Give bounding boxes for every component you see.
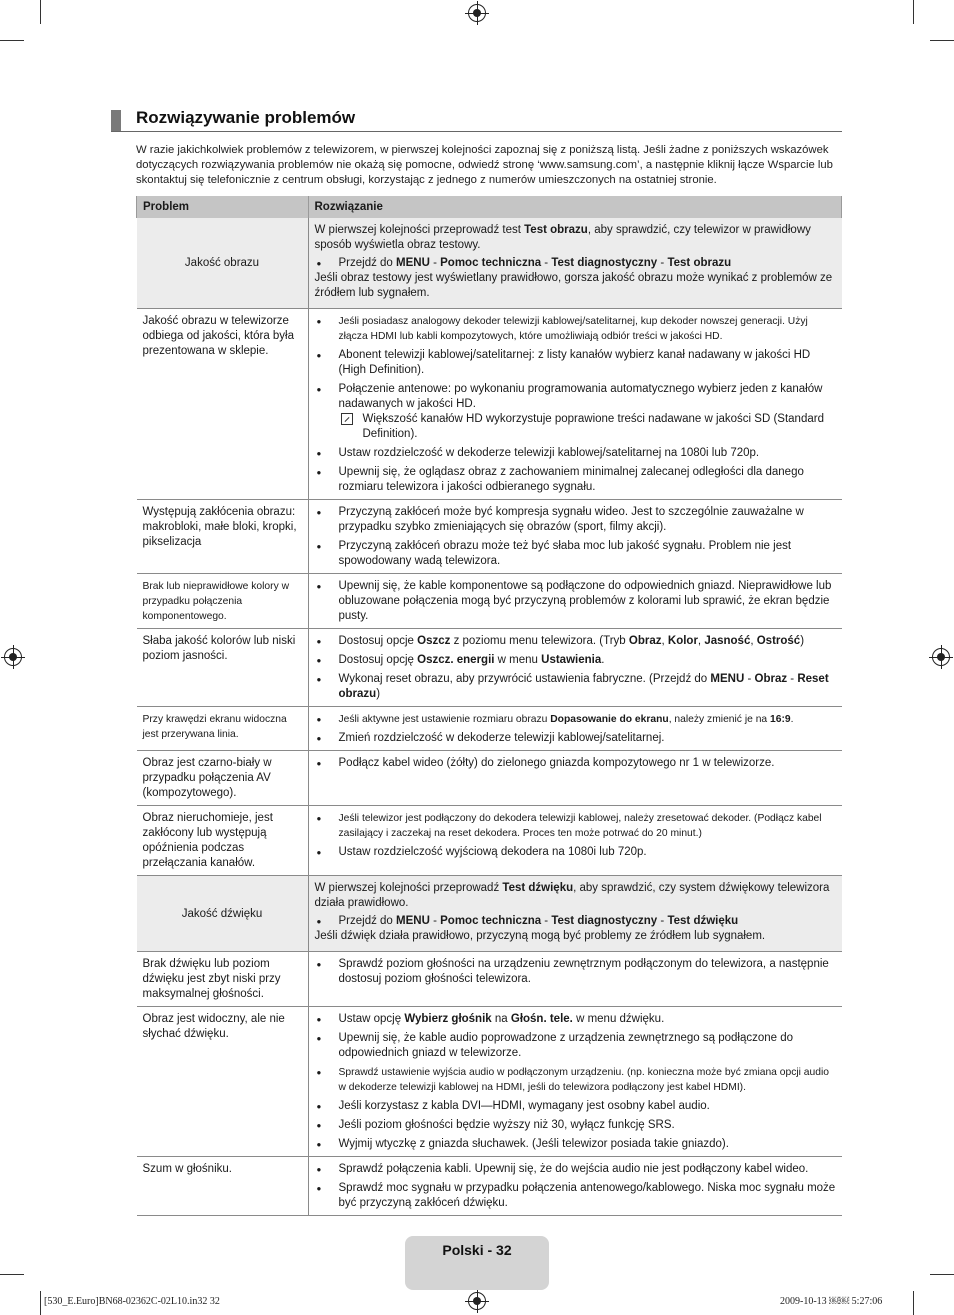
emphasis-text: Test diagnostyczny bbox=[551, 915, 658, 927]
solution-list bbox=[315, 756, 836, 771]
problem-cell: Słaba jakość kolorów lub niski poziom jasności. bbox=[137, 629, 309, 707]
text-run: Przyczyną zakłóceń może być kompresja sygnału wideo. Jest to szczególnie zauważalne w przypadku szybko zmieniających się obrazów (sport, filmy akcji). bbox=[338, 506, 804, 533]
solution-list bbox=[315, 314, 836, 412]
solution-list-item bbox=[315, 1031, 836, 1061]
solution-note bbox=[315, 412, 836, 442]
text-run: . bbox=[601, 654, 605, 666]
table-row bbox=[137, 309, 842, 500]
text-run: - bbox=[429, 257, 441, 269]
title-underline bbox=[111, 131, 842, 132]
solution-cell bbox=[308, 806, 842, 876]
solution-list-item bbox=[315, 914, 836, 929]
text-run: Połączenie antenowe: po wykonaniu programowania automatycznego wybierz jeden z kanałów nadawanych w jakości HD. bbox=[338, 383, 823, 410]
table-row bbox=[137, 876, 842, 952]
text-run: w menu dźwięku. bbox=[572, 1013, 665, 1025]
crop-mark bbox=[40, 0, 41, 24]
emphasis-text: Jasność bbox=[704, 635, 751, 647]
text-run: W pierwszej kolejności przeprowadź test bbox=[314, 224, 525, 236]
text-run: , należy zmienić je na bbox=[668, 714, 771, 725]
text-run: Jeśli obraz testowy jest wyświetlany prawidłowo, gorsza jakość obrazu może wynikać z problemów ze źródłem lub sygnałem. bbox=[314, 272, 833, 299]
emphasis-text: Kolor bbox=[667, 635, 698, 647]
text-run: Przyczyną zakłóceń obrazu może też być słaba moc lub jakość sygnału. Problem nie jest spowodowany wadą telewizora. bbox=[338, 540, 792, 567]
text-run: , bbox=[697, 635, 705, 647]
text-run: Dostosuj opcję bbox=[338, 654, 418, 666]
registration-mark-icon bbox=[932, 648, 950, 666]
emphasis-text: MENU bbox=[396, 257, 430, 269]
text-run: Sprawdź połączenia kabli. Upewnij się, że do wejścia audio nie jest podłączony kabel wideo. bbox=[338, 1163, 809, 1175]
emphasis-text: Test dźwięku bbox=[502, 882, 574, 894]
text-run: Jeśli telewizor jest podłączony do dekodera telewizji kablowej, należy zresetować dekoder. (Podłącz kabel zasilający i zaczekaj na reset dekodera. Proces ten może potrwać do 20 minut.) bbox=[338, 813, 822, 839]
file-info: [530_E.Euro]BN68-02362C-02L10.in32 32 bbox=[44, 1296, 220, 1307]
solution-cell bbox=[308, 751, 842, 806]
solution-list-item bbox=[315, 712, 836, 727]
solution-list-item bbox=[315, 579, 836, 624]
solution-list-item bbox=[315, 1137, 836, 1152]
crop-mark bbox=[930, 40, 954, 41]
text-run: ) bbox=[376, 688, 381, 700]
text-run: Ustaw rozdzielczość wyjściową dekodera na 1080i lub 720p. bbox=[338, 846, 647, 858]
text-run: , bbox=[661, 635, 668, 647]
solution-list-item bbox=[315, 314, 836, 344]
page-title: Rozwiązywanie problemów bbox=[136, 108, 356, 127]
text-run: Sprawdź poziom głośności na urządzeniu zewnętrznym podłączonym do telewizora, a następnie dostosuj poziom głośności telewizora. bbox=[338, 958, 829, 985]
solution-list-item bbox=[315, 539, 836, 569]
solution-list-item bbox=[315, 1065, 836, 1095]
crop-mark bbox=[913, 0, 914, 24]
text-run: Jeśli dźwięk działa prawidłowo, przyczyną mogą być problemy ze źródłem lub sygnałem. bbox=[314, 930, 766, 942]
solution-list-item bbox=[315, 1162, 836, 1177]
problem-cell: Obraz jest widoczny, ale nie słychać dźwięku. bbox=[137, 1007, 309, 1157]
emphasis-text: Test dźwięku bbox=[667, 915, 739, 927]
text-run: - bbox=[429, 915, 441, 927]
text-run: ) bbox=[800, 635, 805, 647]
solution-list bbox=[315, 505, 836, 569]
problem-cell: Występują zakłócenia obrazu: makrobloki, małe bloki, kropki, pikselizacja bbox=[137, 500, 309, 574]
text-run: - bbox=[787, 673, 798, 685]
table-row bbox=[137, 751, 842, 806]
problem-cell: Jakość obrazu bbox=[137, 218, 309, 309]
text-run: Jeśli posiadasz analogowy dekoder telewizji kablowej/satelitarnej, kup dekoder nowszej generacji. Użyj złącza HDMI lub kabli kompozytowych, które umożliwiają odbiór treści w jakości HD. bbox=[338, 316, 808, 342]
emphasis-text: Pomoc techniczna bbox=[440, 915, 542, 927]
troubleshooting-table bbox=[136, 196, 842, 1216]
solution-cell bbox=[308, 629, 842, 707]
text-run: Podłącz kabel wideo (żółty) do zielonego gniazda kompozytowego nr 1 w telewizorze. bbox=[338, 757, 775, 769]
solution-list bbox=[315, 1012, 836, 1152]
text-run: , aby sprawdzić, czy telewizor w prawidłowy sposób wyświetla obraz testowy. bbox=[314, 224, 811, 251]
page-number: Polski - 32 bbox=[442, 1242, 512, 1258]
print-timestamp: 2009-10-13 ￼￼ 5:27:06 bbox=[780, 1296, 883, 1307]
text-run: Przejdź do bbox=[338, 915, 397, 927]
problem-cell: Przy krawędzi ekranu widoczna jest przerywana linia. bbox=[137, 707, 309, 751]
emphasis-text: Głośn. tele. bbox=[510, 1013, 573, 1025]
problem-cell: Jakość dźwięku bbox=[137, 876, 309, 952]
text-run: Sprawdź moc sygnału w przypadku połączenia antenowego/kablowego. Niska moc sygnału może być przyczyną zakłóceń dźwięku. bbox=[338, 1182, 836, 1209]
solution-list bbox=[315, 446, 836, 495]
problem-cell: Jakość obrazu w telewizorze odbiega od jakości, która była prezentowana w sklepie. bbox=[137, 309, 309, 500]
solution-cell bbox=[308, 707, 842, 751]
table-row bbox=[137, 952, 842, 1007]
emphasis-text: MENU bbox=[396, 915, 430, 927]
solution-list-item bbox=[315, 505, 836, 535]
emphasis-text: Oszcz. energii bbox=[417, 654, 495, 666]
table-row bbox=[137, 629, 842, 707]
text-run: z poziomu menu telewizora. (Tryb bbox=[450, 635, 629, 647]
solution-list-item bbox=[315, 1118, 836, 1133]
table-header-row bbox=[137, 196, 842, 218]
problem-cell: Brak lub nieprawidłowe kolory w przypadku połączenia komponentowego. bbox=[137, 574, 309, 629]
note-icon bbox=[341, 413, 353, 425]
solution-list bbox=[315, 957, 836, 987]
solution-list-item bbox=[315, 1099, 836, 1114]
table-row bbox=[137, 707, 842, 751]
registration-mark-icon bbox=[4, 648, 22, 666]
table-row bbox=[137, 218, 842, 309]
solution-list-item bbox=[315, 672, 836, 702]
table-row bbox=[137, 806, 842, 876]
table-row bbox=[137, 1007, 842, 1157]
solution-list-item bbox=[315, 348, 836, 378]
crop-mark bbox=[0, 40, 24, 41]
problem-cell: Brak dźwięku lub poziom dźwięku jest zbyt niski przy maksymalnej głośności. bbox=[137, 952, 309, 1007]
crop-mark bbox=[930, 1274, 954, 1275]
emphasis-text: 16:9 bbox=[770, 714, 791, 725]
solution-cell bbox=[308, 1157, 842, 1216]
solution-list-item bbox=[315, 256, 836, 271]
text-run: Sprawdź ustawienie wyjścia audio w podłączonym urządzeniu. (np. konieczna może być zmiana opcji audio w dekoderze telewizji kablowej na HDMI, jeśli do telewizora podłączony jest kabel HDMI). bbox=[338, 1067, 829, 1093]
text-run: W pierwszej kolejności przeprowadź bbox=[314, 882, 503, 894]
text-run: Zmień rozdzielczość w dekoderze telewizji kablowej/satelitarnej. bbox=[338, 732, 665, 744]
emphasis-text: Test obrazu bbox=[667, 257, 732, 269]
problem-cell: Obraz jest czarno-biały w przypadku połączenia AV (kompozytowego). bbox=[137, 751, 309, 806]
solution-cell bbox=[308, 1007, 842, 1157]
problem-cell: Obraz nieruchomieje, jest zakłócony lub występują opóźnienia podczas przełączania kanałów. bbox=[137, 806, 309, 876]
solution-list-item bbox=[315, 446, 836, 461]
text-run: Upewnij się, że kable audio poprowadzone z urządzenia zewnętrznego są podłączone do odpowiednich gniazd w telewizorze. bbox=[338, 1032, 794, 1059]
text-run: w menu bbox=[494, 654, 542, 666]
intro-paragraph: W razie jakichkolwiek problemów z telewizorem, w pierwszej kolejności zapoznaj się z poniższą listą. Jeśli żadne z poniższych wskazówek dotyczących rozwiązywania problemów nie okażą się pomocne, odwiedź stronę ‘www.samsung.com’, a następnie kliknij łącze Wsparcie lub skontaktuj się telefonicznie z centrum obsługi, korzystając z jednego z numerów umieszczonych na ostatniej stronie. bbox=[136, 144, 833, 186]
solution-text bbox=[315, 271, 836, 301]
solution-list bbox=[315, 1162, 836, 1211]
emphasis-text: Oszcz bbox=[417, 635, 451, 647]
solution-list bbox=[315, 811, 836, 860]
emphasis-text: Dopasowanie do ekranu bbox=[550, 714, 669, 725]
text-run: Wykonaj reset obrazu, aby przywrócić ustawienia fabryczne. (Przejdź do bbox=[338, 673, 711, 685]
emphasis-text: Test obrazu bbox=[524, 224, 588, 236]
solution-list-item bbox=[315, 811, 836, 841]
solution-list-item bbox=[315, 731, 836, 746]
text-run: Upewnij się, że oglądasz obraz z zachowaniem minimalnej zalecanej odległości dla danego rozmiaru telewizora i jakości odbieranego sygnału. bbox=[338, 466, 804, 493]
solution-text bbox=[315, 881, 836, 911]
solution-list-item bbox=[315, 756, 836, 771]
text-run: Wyjmij wtyczkę z gniazda słuchawek. (Jeśli telewizor posiada takie gniazdo). bbox=[338, 1138, 729, 1150]
solution-list bbox=[315, 256, 836, 271]
text-run: Przejdź do bbox=[338, 257, 397, 269]
solution-list-item bbox=[315, 1181, 836, 1211]
crop-mark bbox=[913, 1291, 914, 1315]
solution-list bbox=[315, 712, 836, 746]
header-solution: Rozwiązanie bbox=[308, 196, 842, 218]
text-run: Upewnij się, że kable komponentowe są podłączone do odpowiednich gniazd. Nieprawidłowe lub obluzowane połączenia mogą być przyczyną problemów z kolorami lub sprawić, że ekran będzie pusty. bbox=[338, 580, 832, 622]
emphasis-text: Obraz bbox=[754, 673, 788, 685]
text-run: - bbox=[541, 257, 552, 269]
solution-list-item bbox=[315, 1012, 836, 1027]
text-run: Jeśli korzystasz z kabla DVI—HDMI, wymagany jest osobny kabel audio. bbox=[338, 1100, 710, 1112]
solution-cell bbox=[308, 500, 842, 574]
solution-list-item bbox=[315, 465, 836, 495]
text-run: - bbox=[657, 257, 668, 269]
text-run: , bbox=[750, 635, 757, 647]
text-run: - bbox=[744, 673, 755, 685]
emphasis-text: Wybierz głośnik bbox=[404, 1013, 492, 1025]
emphasis-text: Obraz bbox=[628, 635, 662, 647]
text-run: Ustaw opcję bbox=[338, 1013, 405, 1025]
text-run: Dostosuj opcje bbox=[338, 635, 418, 647]
solution-cell bbox=[308, 309, 842, 500]
solution-list bbox=[315, 579, 836, 624]
text-run: - bbox=[541, 915, 552, 927]
registration-mark-icon bbox=[468, 1292, 486, 1310]
emphasis-text: Reset obrazu bbox=[338, 673, 829, 700]
solution-list-item bbox=[315, 382, 836, 412]
solution-text bbox=[315, 223, 836, 253]
solution-list bbox=[315, 914, 836, 929]
text-run: Jeśli aktywne jest ustawienie rozmiaru obrazu bbox=[338, 714, 551, 725]
solution-cell bbox=[308, 218, 842, 309]
text-run: Większość kanałów HD wykorzystuje poprawione treści nadawane w jakości SD (Standard Definition). bbox=[362, 413, 824, 440]
text-run: na bbox=[491, 1013, 511, 1025]
table-body bbox=[137, 218, 842, 1216]
crop-mark bbox=[40, 1291, 41, 1315]
solution-cell bbox=[308, 876, 842, 952]
solution-cell bbox=[308, 952, 842, 1007]
crop-mark bbox=[0, 1274, 24, 1275]
solution-list-item bbox=[315, 957, 836, 987]
table-row bbox=[137, 500, 842, 574]
emphasis-text: MENU bbox=[710, 673, 745, 685]
problem-cell: Szum w głośniku. bbox=[137, 1157, 309, 1216]
header-problem: Problem bbox=[137, 196, 309, 218]
emphasis-text: Ostrość bbox=[756, 635, 801, 647]
table-row bbox=[137, 1157, 842, 1216]
text-run: . bbox=[790, 714, 794, 725]
solution-list bbox=[315, 634, 836, 702]
text-run: Jeśli poziom głośności będzie wyższy niż 30, wyłącz funkcję SRS. bbox=[338, 1119, 675, 1131]
solution-list-item bbox=[315, 634, 836, 649]
emphasis-text: Ustawienia bbox=[541, 654, 602, 666]
solution-list-item bbox=[315, 845, 836, 860]
solution-list-item bbox=[315, 653, 836, 668]
text-run: , aby sprawdzić, czy system dźwiękowy telewizora działa prawidłowo. bbox=[314, 882, 830, 909]
text-run: Ustaw rozdzielczość w dekoderze telewizji kablowej/satelitarnej na 1080i lub 720p. bbox=[338, 447, 760, 459]
title-marker bbox=[111, 110, 121, 131]
registration-mark-icon bbox=[468, 4, 486, 22]
table-row bbox=[137, 574, 842, 629]
text-run: - bbox=[657, 915, 668, 927]
solution-cell bbox=[308, 574, 842, 629]
text-run: Abonent telewizji kablowej/satelitarnej: z listy kanałów wybierz kanał nadawany w jakości HD (High Definition). bbox=[338, 349, 811, 376]
solution-text bbox=[315, 929, 836, 944]
emphasis-text: Test diagnostyczny bbox=[551, 257, 658, 269]
emphasis-text: Pomoc techniczna bbox=[440, 257, 542, 269]
